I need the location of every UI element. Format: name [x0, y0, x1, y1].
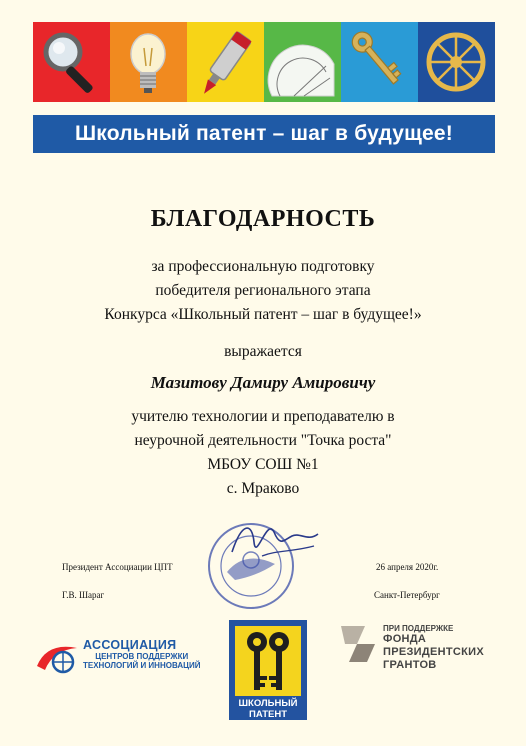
fpg-line-3: ПРЕЗИДЕНТСКИХ [383, 646, 485, 658]
acipt-subtitle-2: ТЕХНОЛОГИЙ И ИННОВАЦИЙ [83, 661, 201, 670]
reason-line-3: Конкурса «Школьный патент – шаг в будущее!» [104, 306, 422, 323]
acipt-title: АССОЦИАЦИЯ [83, 638, 177, 652]
tile-green [264, 22, 341, 102]
globe-swoosh-icon [33, 638, 81, 678]
fpg-support: ПРИ ПОДДЕРЖКЕ [383, 624, 454, 633]
certificate-city: Санкт-Петербург [374, 590, 440, 600]
reason-line-1: за профессиональную подготовку [151, 258, 375, 275]
acipt-logo [33, 632, 213, 682]
keys-icon [235, 626, 301, 696]
fpg-line-4: ГРАНТОВ [383, 659, 437, 671]
tile-blue-light [341, 22, 418, 102]
certificate-date: 26 апреля 2020г. [376, 562, 439, 572]
wheel-icon [418, 22, 495, 102]
contest-banner: Школьный патент – шаг в будущее! [33, 115, 495, 153]
acipt-subtitle-1: ЦЕНТРОВ ПОДДЕРЖКИ [95, 652, 189, 661]
signer-position: Президент Ассоциации ЦПТ [62, 562, 173, 572]
presidential-grants-logo [335, 618, 505, 678]
sp-line-1: ШКОЛЬНЫЙ [238, 698, 298, 709]
footer-logos [33, 612, 503, 727]
paint-tube-icon [187, 22, 264, 102]
recipient-name: Мазитову Дамиру Амировичу [150, 373, 376, 392]
fpg-line-2: ФОНДА [383, 633, 427, 645]
tile-red [33, 22, 110, 102]
tile-yellow [187, 22, 264, 102]
school-patent-logo [229, 620, 307, 720]
light-bulb-icon [110, 22, 187, 102]
school-name: МБОУ СОШ №1 [207, 456, 319, 473]
magnifier-icon [33, 22, 110, 102]
sp-line-2: ПАТЕНТ [248, 709, 288, 720]
certificate-title: БЛАГОДАРНОСТЬ [150, 206, 376, 232]
key-icon [341, 22, 418, 102]
role-line-1: учителю технологии и преподавателю в [131, 408, 395, 425]
header-tiles [33, 22, 495, 102]
reason-line-2: победителя регионального этапа [155, 282, 371, 299]
signature-mark [222, 512, 332, 572]
signer-name: Г.В. Шараг [62, 590, 105, 600]
tile-orange [110, 22, 187, 102]
expresses-text: выражается [224, 343, 302, 360]
village-name: с. Мраково [226, 480, 300, 497]
protractor-icon [264, 22, 341, 102]
tile-blue-dark [418, 22, 495, 102]
grants-emblem-icon [335, 624, 379, 664]
role-line-2: неурочной деятельности "Точка роста" [134, 432, 392, 449]
